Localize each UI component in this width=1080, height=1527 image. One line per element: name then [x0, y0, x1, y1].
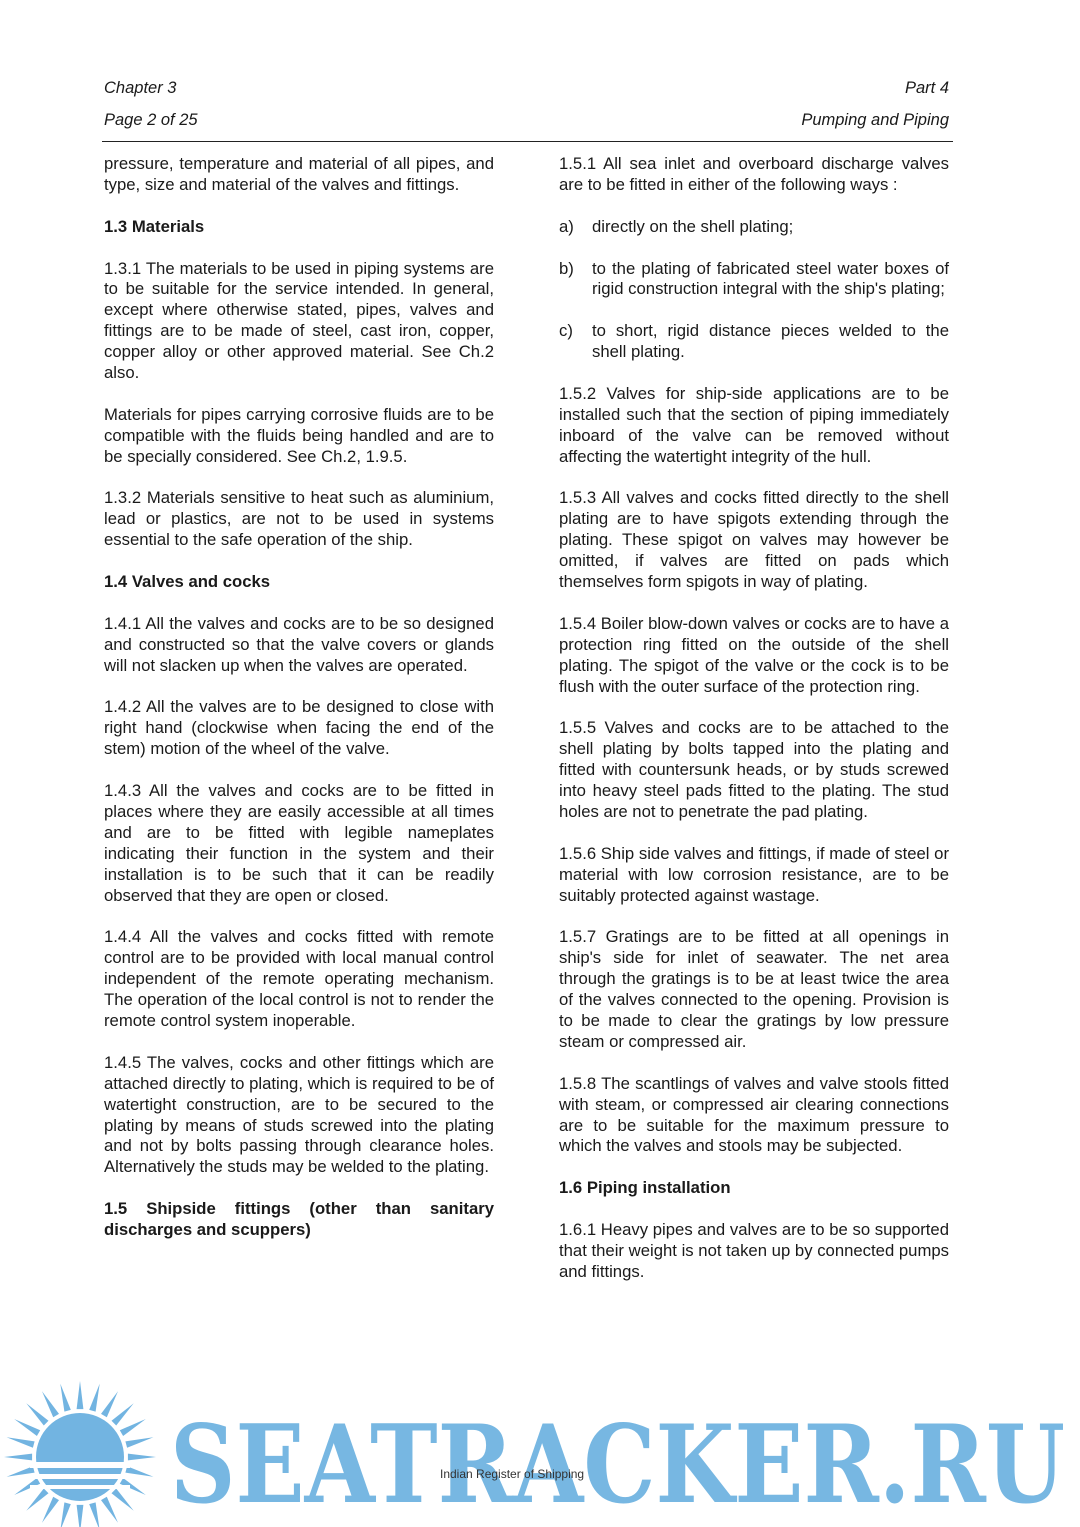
list-item [559, 259, 949, 301]
header-section-title: Pumping and Piping [801, 111, 949, 129]
list-marker: c) [559, 321, 573, 341]
paragraph-1-5-3: 1.5.3 All valves and cocks fitted directly to the shell plating are to have spigots extending through the plating. These spigot on valves may however be omitted, if valves are fitted on pads which themselves form spigots in way of plating. [559, 488, 949, 592]
left-column [104, 154, 494, 1262]
paragraph-1-4-3: 1.4.3 All the valves and cocks are to be fitted in places where they are easily accessible at all times and are to be fitted with legible nameplates indicating their function in the system and their installation is to be such that it can be readily observed that they are open or closed. [104, 781, 494, 905]
paragraph-1-3-2: 1.3.2 Materials sensitive to heat such as aluminium, lead or plastics, are not to be used in systems essential to the safe operation of the ship. [104, 488, 494, 550]
paragraph-1-5-6: 1.5.6 Ship side valves and fittings, if made of steel or material with low corrosion resistance, are to be suitably protected against wastage. [559, 843, 949, 905]
sun-ray [60, 1384, 71, 1412]
paragraph-1-5-4: 1.5.4 Boiler blow-down valves or cocks are to have a protection ring fitted on the outside of the shell plating. The spigot of the valve or the cock is to be flush with the outer surface of the protection ring. [559, 613, 949, 696]
header-chapter: Chapter 3 [104, 79, 177, 97]
paragraph-1-4-1: 1.4.1 All the valves and cocks are to be so designed and constructed so that the valve covers or glands will not slacken up when the valves are operated. [104, 613, 494, 675]
paragraph-1-3-1: 1.3.1 The materials to be used in piping systems are to be suitable for the service intended. In general, except where otherwise stated, pipes, valves and fittings are to be made of steel, cast iron, copper, copper alloy or other approved material. See Ch.2 also. [104, 258, 494, 383]
paragraph-1-5-5: 1.5.5 Valves and cocks are to be attached to the shell plating by bolts tapped into the plating and fitted with countersunk heads, or by studs screwed into heavy steel pads fitted to the plating. The stud holes are not to penetrate the pad plating. [559, 718, 949, 821]
header-divider [102, 141, 953, 142]
heading-1-6-piping-installation: 1.6 Piping installation [559, 1178, 731, 1198]
paragraph-1-5-8: 1.5.8 The scantlings of valves and valve stools fitted with steam, or compressed air clearing connections are to be suitable for the maximum pressure to which the valves and stools may be subjected. [559, 1073, 949, 1156]
paragraph-1-5-7: 1.5.7 Gratings are to be fitted at all openings in ship's side for inlet of seawater. The net area through the gratings is to be at least twice the area of the valves connected to the opening. Provision is to be made to clear the gratings by low pressure steam or compressed air. [559, 927, 949, 1051]
sun-ray [14, 1419, 40, 1436]
footer-publisher: Indian Register of Shipping [440, 1467, 585, 1481]
paragraph-1-4-5: 1.4.5 The valves, cocks and other fittings which are attached directly to plating, which is required to be of watertight construction, are to be secured to the plating by means of studs screwed into the plating and not by bolts passing through clearance holes. Alternatively the studs may be welded to the plating. [104, 1052, 494, 1177]
list-item-text: to the plating of fabricated steel water boxes of rigid construction integral with the ship's plating; [592, 258, 949, 299]
paragraph-1-4-2: 1.4.2 All the valves are to be designed to close with right hand (clockwise when facing the end of the stem) motion of the wheel of the valve. [104, 697, 494, 759]
sun-ray [42, 1497, 59, 1523]
paragraph-1-4-4: 1.4.4 All the valves and cocks fitted with remote control are to be provided with local manual control independent of the remote operating mechanism. The operation of the local control is not to render the remote control system inoperable. [104, 927, 494, 1031]
sun-ray [112, 1403, 134, 1425]
sun-logo-icon [4, 1381, 156, 1527]
watermark-text: SEATRACKER.RU [170, 1402, 1065, 1527]
header-page-number: Page 2 of 25 [104, 111, 198, 129]
right-column [559, 154, 949, 1304]
sun-ray [120, 1419, 146, 1436]
list-marker: b) [559, 258, 574, 278]
sun-ray [101, 1391, 118, 1417]
sun-ray [101, 1497, 118, 1523]
list-item [559, 321, 949, 363]
paragraph-1-3-1-corrosive: Materials for pipes carrying corrosive fluids are to be compatible with the fluids being handled and are to be specially considered. See Ch.2, 1.9.5. [104, 404, 494, 466]
list-marker: a) [559, 216, 574, 236]
paragraph-1-5-1: 1.5.1 All sea inlet and overboard discharge valves are to be fitted in either of the following ways : [559, 154, 949, 194]
header-part: Part 4 [904, 79, 949, 97]
sun-ray [125, 1437, 153, 1448]
sun-ray [7, 1437, 35, 1448]
heading-1-4-valves-cocks: 1.4 Valves and cocks [104, 572, 271, 592]
seatracker-watermark [0, 1362, 1080, 1527]
heading-1-5-shipside-fittings: 1.5 Shipside fittings (other than sanitary discharges and scuppers) [104, 1199, 494, 1240]
sun-ray [77, 1381, 84, 1409]
sun-ray [89, 1502, 100, 1527]
sun-ray [89, 1384, 100, 1412]
sun-ray [26, 1403, 48, 1425]
list-item-text: directly on the shell plating; [592, 216, 794, 236]
sun-ray [26, 1489, 48, 1511]
sun-ray [77, 1505, 84, 1527]
heading-1-3-materials: 1.3 Materials [104, 216, 205, 236]
sun-ray [112, 1489, 134, 1511]
paragraph-continued: pressure, temperature and material of all pipes, and type, size and material of the valves and fittings. [104, 154, 494, 194]
list-item-text: to short, rigid distance pieces welded to the shell plating. [592, 321, 949, 362]
list-item [559, 217, 949, 238]
paragraph-1-6-1: 1.6.1 Heavy pipes and valves are to be so supported that their weight is not taken up by connected pumps and fittings. [559, 1220, 949, 1281]
sun-ray [60, 1502, 71, 1527]
paragraph-1-5-2: 1.5.2 Valves for ship-side applications are to be installed such that the section of piping immediately inboard of the valve can be removed without affecting the watertight integrity of the hull. [559, 383, 949, 466]
sun-ray [128, 1454, 156, 1461]
sun-ray [42, 1391, 59, 1417]
sun-ray [4, 1454, 32, 1461]
